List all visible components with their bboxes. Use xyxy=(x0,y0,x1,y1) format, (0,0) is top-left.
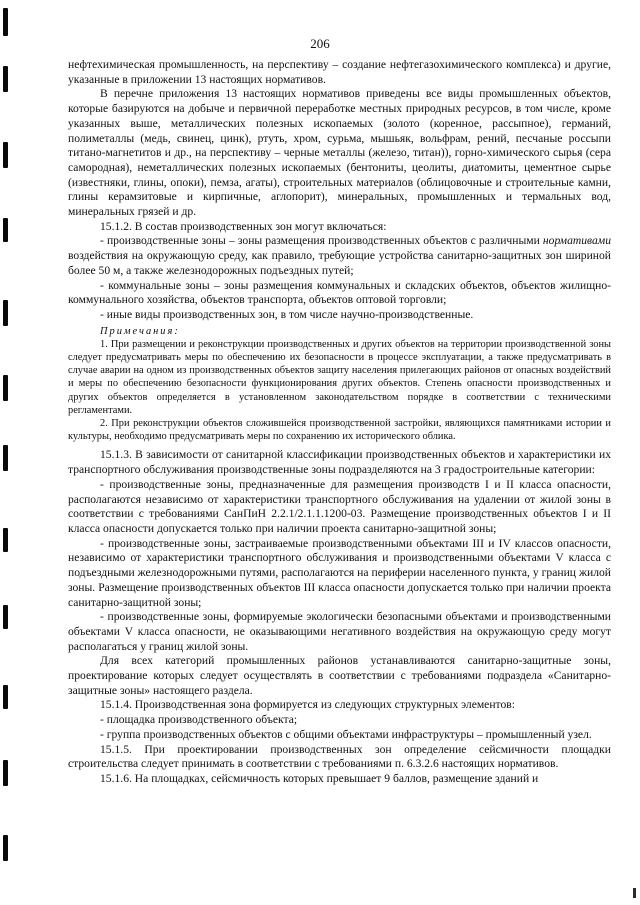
paragraph: - производственные зоны, застраиваемые производственными объектами III и IV классов опасности, независимо от характеристики транспортного обслуживания и производственными объектами V класса с подъездными железнодорожными путями, располагаются на периферии населенного пункта, у границ жилой зоны. Размещение производственных объектов III класса опасности допускается только при наличии проекта санитарно-защитной зоны; xyxy=(68,536,611,609)
binding-mark xyxy=(3,685,8,709)
paragraph-text: - производственные зоны – зоны размещения производственных объектов с различными xyxy=(100,234,543,248)
paragraph: В перечне приложения 13 настоящих нормативов приведены все виды промышленных объектов, которые базируются на добыче и первичной переработке местных природных ресурсов, в том числе, кроме указанных выше, металлических полезных ископаемых (золото (коренное, рассыпное), германий, полиметаллы (медь, свинец, цинк), ртуть, хром, сурьма, мышьяк, вольфрам, рений, песчаные россыпи титано-магнетитов и др., на перспективу – черные металлы (железо, титан)), горно-химического сырья (сера самородная), неметаллических полезных ископаемых (бентониты, цеолиты, диатомиты, цементное сырье (известняки, глины, опоки), пемза, агаты), строительных материалов (облицовочные и строительные камни, глины керамзитовые и кирпичные, аглопорит), минеральных, промышленных и термальных вод, минеральных грязей и др. xyxy=(68,87,611,219)
paragraph: 15.1.6. На площадках, сейсмичность которых превышает 9 баллов, размещение зданий и xyxy=(100,771,539,785)
note-paragraph: 1. При размещении и реконструкции производственных и других объектов на территории производственной зоны следует предусматривать меры по обеспечению их безопасности в процессе эксплуатации, а также предусматривать в случае аварии на одном из производственных объектов защиту населения прилегающих районов от опасных воздействий и меры по обеспечению безопасности функционирования других объектов. Степень опасности производственных и других объектов определяется в установленном законодательством порядке в соответствии с техническими регламентами. xyxy=(68,338,611,416)
binding-mark xyxy=(3,66,8,92)
note-paragraph: 2. При реконструкции объектов сложившейся производственной застройки, являющихся памятниками истории и культуры, необходимо предусматривать меры по сохранению их исторического облика. xyxy=(68,418,611,443)
notes-heading: Примечания: xyxy=(100,325,180,337)
binding-mark xyxy=(3,528,8,552)
binding-mark xyxy=(3,300,8,326)
paragraph: - коммунальные зоны – зоны размещения коммунальных и складских объектов, объектов жилищно-коммунального хозяйства, объектов транспорта, объектов оптовой торговли; xyxy=(68,278,611,307)
paragraph: - производственные зоны, формируемые экологически безопасными объектами и производственными объектами V класса опасности, не оказывающими негативного воздействия на окружающую среду могут располагаться у границ жилой зоны. xyxy=(68,610,611,653)
paragraph: 15.1.4. Производственная зона формируется из следующих структурных элементов: xyxy=(100,698,515,712)
paragraph: нефтехимическая промышленность, на перспективу – создание нефтегазохимического комплекса) и другие, указанные в приложении 13 настоящих нормативов. xyxy=(68,58,611,86)
binding-mark xyxy=(3,375,8,401)
paragraph: - иные виды производственных зон, в том числе научно-производственные. xyxy=(100,307,474,321)
page-body xyxy=(68,58,611,787)
binding-mark xyxy=(3,8,8,36)
paragraph: 15.1.5. При проектировании производственных зон определение сейсмичности площадки строительства следует принимать в соответствии с требованиями п. 6.3.2.6 настоящих нормативов. xyxy=(68,742,611,771)
paragraph: - площадка производственного объекта; xyxy=(100,713,298,727)
paragraph: - группа производственных объектов с общими объектами инфраструктуры – промышленный узел. xyxy=(100,727,592,741)
emphasis: нормативами xyxy=(542,234,611,248)
binding-mark xyxy=(3,760,8,786)
paragraph: - производственные зоны, предназначенные для размещения производств I и II класса опасности, располагаются независимо от характеристики транспортного обслуживания на удалении от жилой зоны в соответствии с требованиями СанПиН 2.2.1/2.1.1.1200-03. Размещение производственных объектов I и II класса опасности допускается только при наличии проекта санитарно-защитной зоны; xyxy=(68,477,611,535)
binding-mark xyxy=(3,605,8,629)
paragraph: Для всех категорий промышленных районов устанавливаются санитарно-защитные зоны, проектирование которых следует осуществлять в соответствии с требованиями подраздела «Санитарно-защитные зоны» настоящего раздела. xyxy=(68,654,611,697)
binding-mark xyxy=(3,445,8,471)
binding-mark xyxy=(3,835,8,861)
paragraph-text: воздействия на окружающую среду, как правило, требующие устройства санитарно-защитных зон шириной более 50 м, а также железнодорожных подъездных путей; xyxy=(68,249,611,277)
paragraph xyxy=(68,234,611,278)
paragraph: 15.1.3. В зависимости от санитарной классификации производственных объектов и характеристики их транспортного обслуживания производственные зоны подразделяются на 3 градостроительные категории: xyxy=(68,448,611,477)
binding-mark xyxy=(3,218,8,242)
binding-mark xyxy=(3,142,8,168)
page-number: 206 xyxy=(310,36,330,51)
paragraph: 15.1.2. В состав производственных зон могут включаться: xyxy=(100,219,387,233)
scan-mark xyxy=(633,888,636,898)
